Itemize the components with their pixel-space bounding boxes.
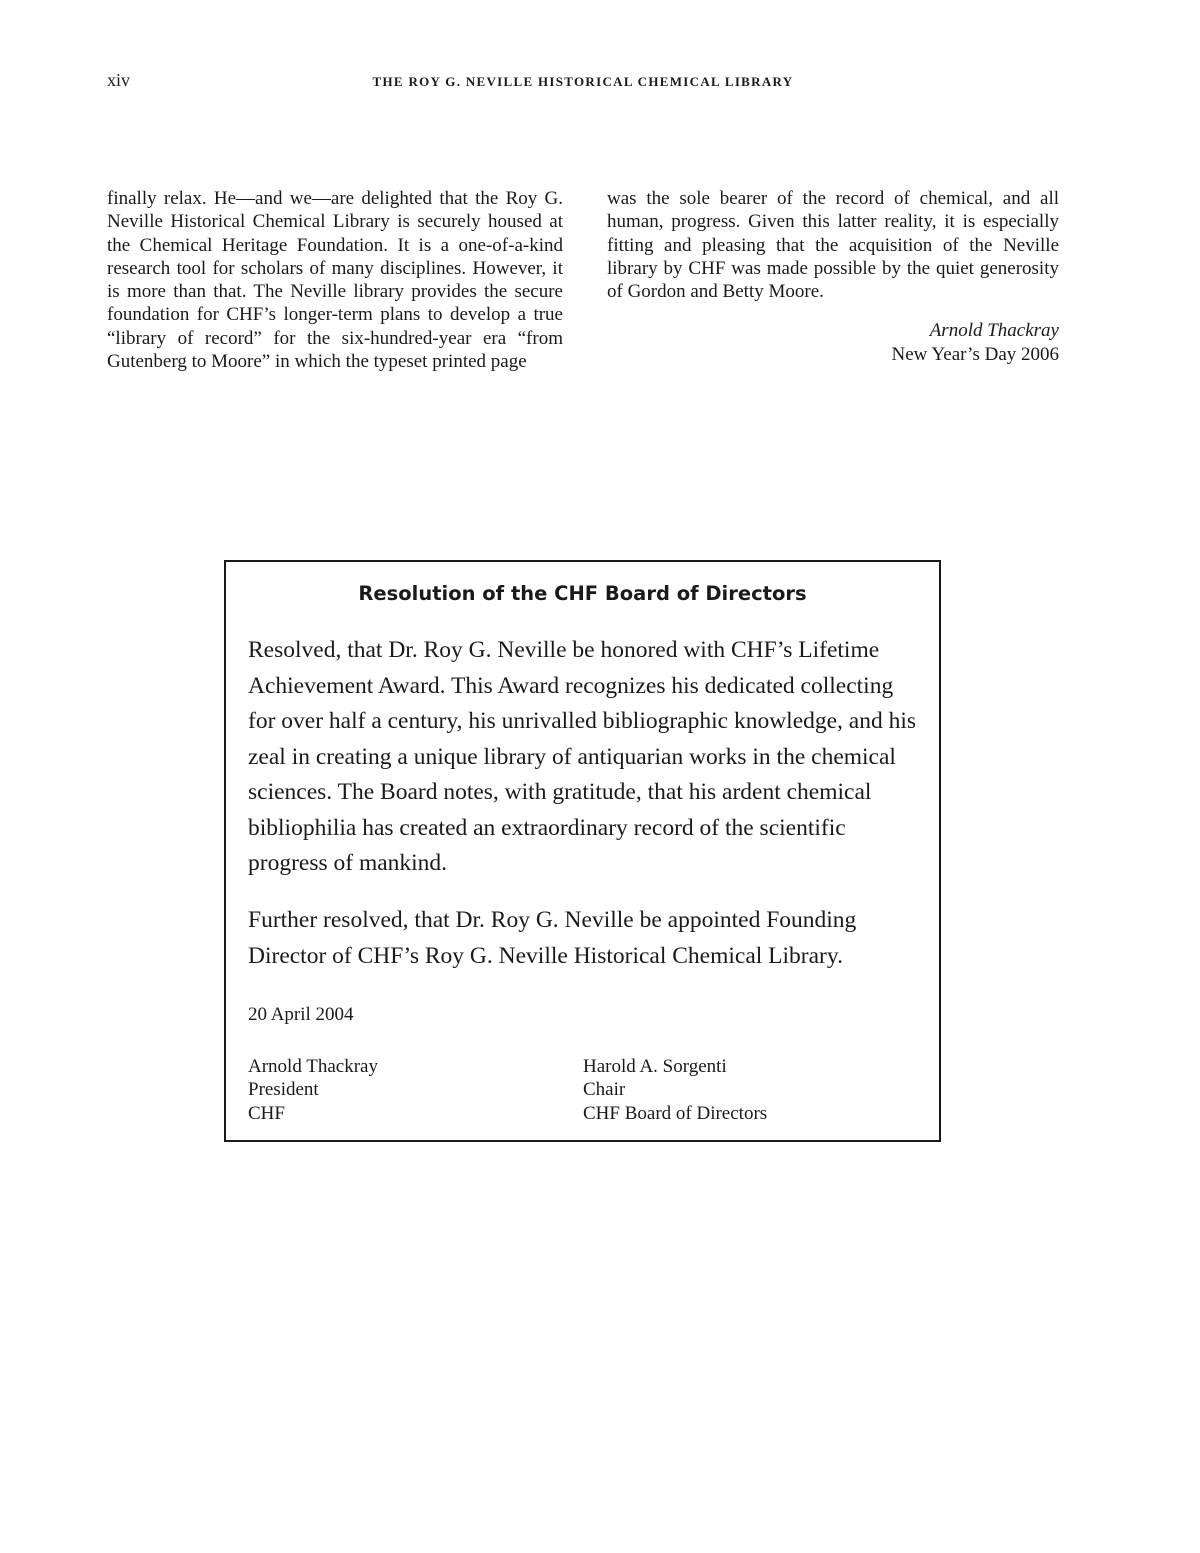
- signature-name: Arnold Thackray: [929, 320, 1059, 342]
- text-line: “library of record” for the six-hundred-year era “from: [107, 327, 563, 349]
- text-line: was the sole bearer of the record of chemical, and all: [607, 188, 1059, 209]
- signer-name: Arnold Thackray: [248, 1056, 378, 1077]
- resolution-date: 20 April 2004: [248, 1004, 354, 1025]
- resolution-title: Resolution of the CHF Board of Directors: [358, 582, 807, 605]
- text-line: Neville Historical Chemical Library is securely housed at: [107, 211, 563, 233]
- signer-org: CHF: [248, 1102, 285, 1124]
- text-line: Director of CHF’s Roy G. Neville Historical Chemical Library.: [248, 942, 843, 969]
- text-line: zeal in creating a unique library of antiquarian works in the chemical: [248, 743, 896, 770]
- text-line: is more than that. The Neville library provides the secure: [107, 281, 563, 303]
- text-line: Achievement Award. This Award recognizes his dedicated collecting: [248, 672, 894, 699]
- signer-block: [583, 1055, 767, 1125]
- text-line: for over half a century, his unrivalled bibliographic knowledge, and his: [248, 708, 917, 734]
- resolution-box: [224, 560, 941, 1142]
- page-number: xiv: [107, 70, 131, 90]
- text-line: bibliophilia has created an extraordinary record of the scientific: [248, 814, 846, 841]
- text-line: foundation for CHF’s longer-term plans to develop a true: [107, 304, 563, 326]
- text-line: library by CHF was made possible by the quiet generosity: [607, 257, 1059, 279]
- text-line: progress of mankind.: [248, 850, 448, 876]
- signer-block: [248, 1055, 378, 1125]
- signer-org: CHF Board of Directors: [583, 1102, 768, 1124]
- signer-title: President: [248, 1079, 319, 1101]
- running-head: THE ROY G. NEVILLE HISTORICAL CHEMICAL LIBRARY: [372, 74, 794, 89]
- text-line: research tool for scholars of many disciplines. However, it: [107, 257, 563, 279]
- signature-date: New Year’s Day 2006: [891, 343, 1059, 365]
- text-line: human, progress. Given this latter reality, it is especially: [607, 211, 1059, 233]
- right-column-text: [607, 187, 1059, 303]
- signature-block: [607, 319, 1059, 366]
- text-line: Further resolved, that Dr. Roy G. Neville be appointed Founding: [248, 907, 857, 933]
- text-line: the Chemical Heritage Foundation. It is a one-of-a-kind: [107, 234, 563, 256]
- resolution-paragraph-2: [248, 903, 913, 974]
- text-line: finally relax. He—and we—are delighted that the Roy G.: [107, 188, 563, 209]
- text-line: Gutenberg to Moore” in which the typeset printed page: [107, 351, 527, 373]
- signer-title: Chair: [583, 1079, 626, 1101]
- text-line: sciences. The Board notes, with gratitude, that his ardent chemical: [248, 779, 872, 805]
- text-line: of Gordon and Betty Moore.: [607, 281, 824, 303]
- signer-name: Harold A. Sorgenti: [583, 1056, 727, 1077]
- text-line: fitting and pleasing that the acquisition of the Neville: [607, 234, 1059, 256]
- text-line: Resolved, that Dr. Roy G. Neville be honored with CHF’s Lifetime: [248, 637, 880, 663]
- resolution-paragraph-1: [248, 633, 917, 882]
- right-column: [607, 187, 1059, 366]
- left-column: [107, 187, 563, 373]
